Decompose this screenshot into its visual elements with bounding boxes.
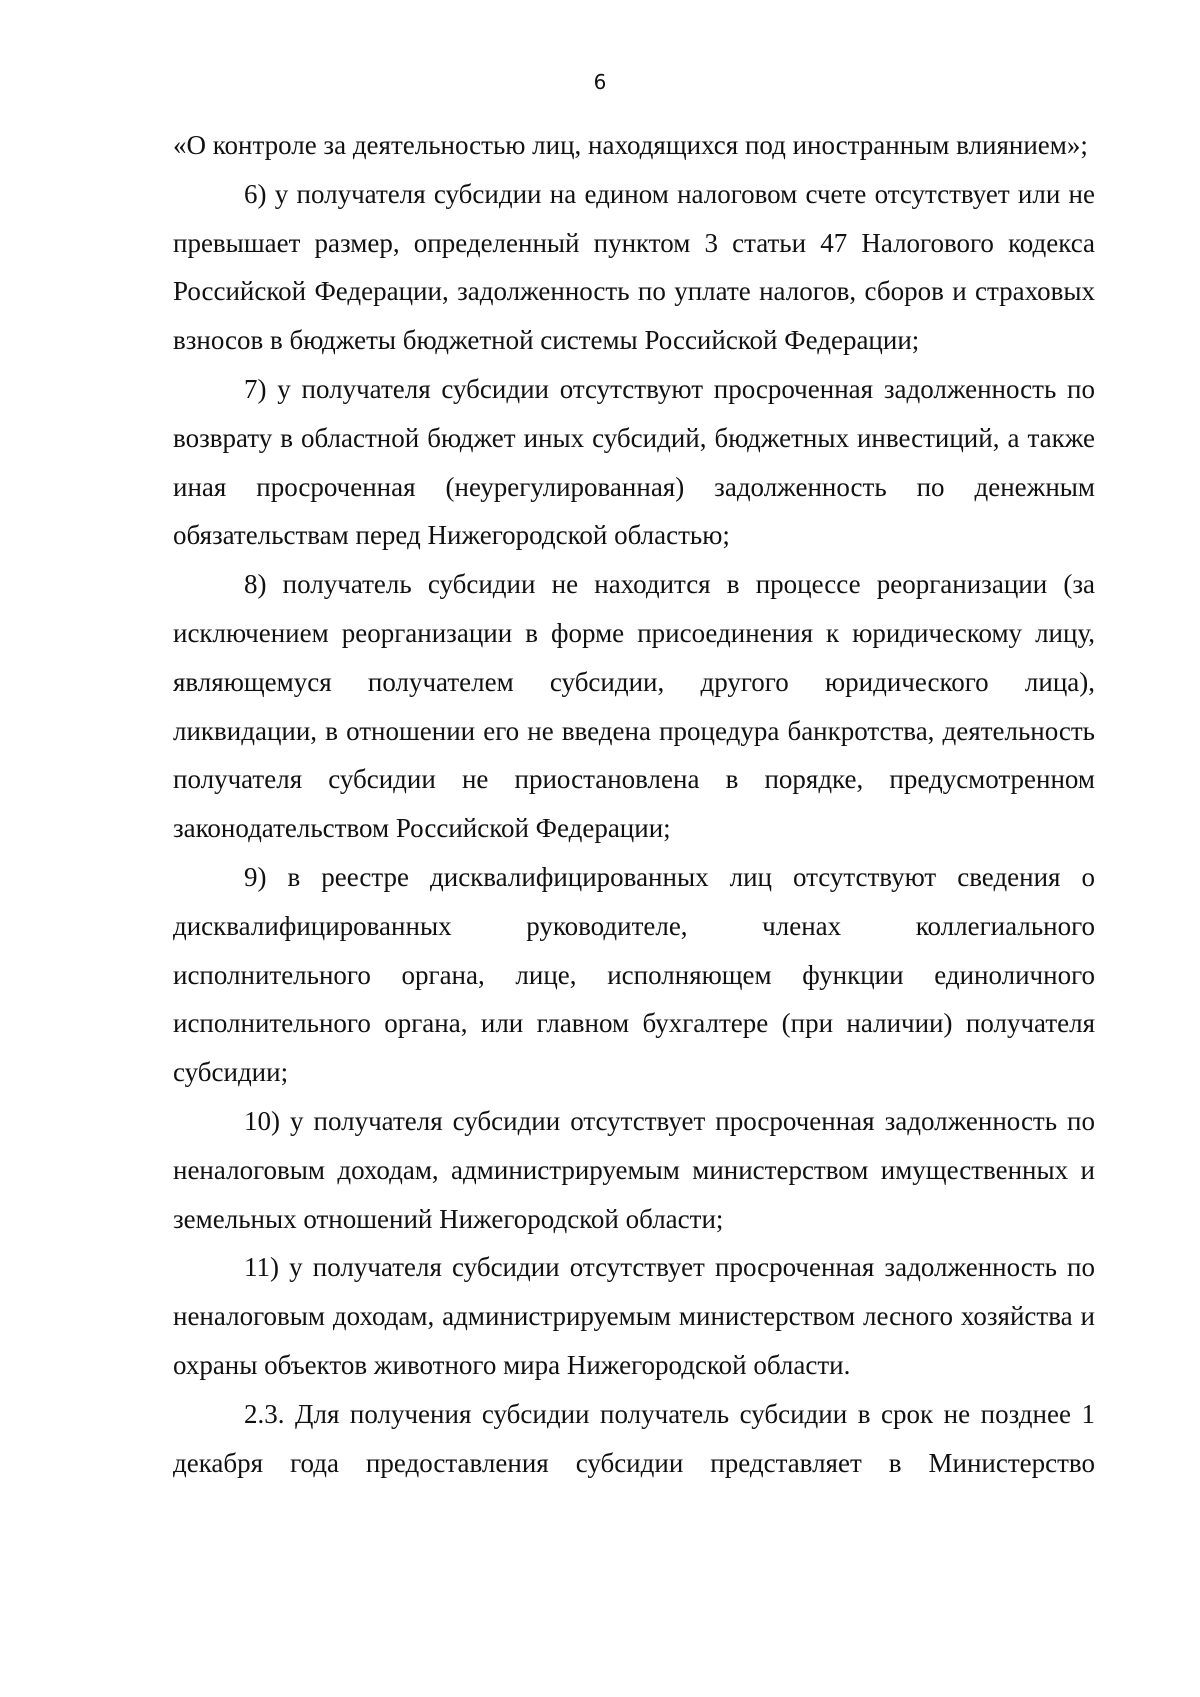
paragraph-item-10: 10) у получателя субсидии отсутствует просроченная задолженность по неналоговым доходам, администрируемым министерством имущественных и земельных отношений Нижегородской области;	[173, 1105, 1095, 1234]
paragraph-item-8: 8) получатель субсидии не находится в процессе реорганизации (за исключением реорганизации в форме присоединения к юридическому лицу, являющемуся получателем субсидии, другого юридического лица), ликвидации, в отношении его не введена процедура банкротства, деятельность получателя субсидии не приостановлена в порядке, предусмотренном законодательством Российской Федерации;	[173, 569, 1095, 844]
paragraph-section-2-3: 2.3. Для получения субсидии получатель субсидии в срок не позднее 1 декабря года предоставления субсидии представляет в Министерство	[173, 1398, 1095, 1478]
paragraph-item-9: 9) в реестре дисквалифицированных лиц отсутствуют сведения о дисквалифицированных руководителе, членах коллегиального исполнительного органа, лице, исполняющем функции единоличного исполнительного органа, или главном бухгалтере (при наличии) получателя субсидии;	[173, 861, 1095, 1088]
paragraph-item-7: 7) у получателя субсидии отсутствуют просроченная задолженность по возврату в областной бюджет иных субсидий, бюджетных инвестиций, а также иная просроченная (неурегулированная) задолженность по денежным обязательствам перед Нижегородской областью;	[173, 373, 1095, 551]
document-body	[173, 121, 1095, 1487]
paragraph-item-6: 6) у получателя субсидии на едином налоговом счете отсутствует или не превышает размер, определенный пунктом 3 статьи 47 Налогового кодекса Российской Федерации, задолженность по уплате налогов, сборов и страховых взносов в бюджеты бюджетной системы Российской Федерации;	[173, 178, 1095, 356]
paragraph-continuation: «О контроле за деятельностью лиц, находящихся под иностранным влиянием»;	[173, 130, 1088, 160]
paragraph-item-11: 11) у получателя субсидии отсутствует просроченная задолженность по неналоговым доходам, администрируемым министерством лесного хозяйства и охраны объектов животного мира Нижегородской области.	[173, 1252, 1095, 1380]
page-number: 6	[593, 70, 607, 94]
